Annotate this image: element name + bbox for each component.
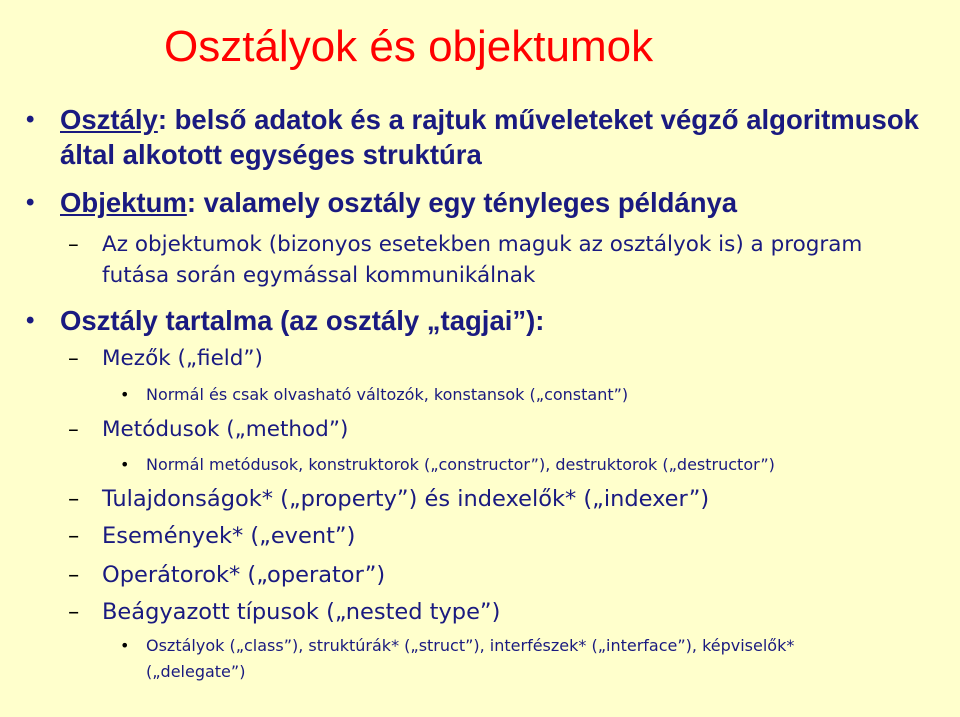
bullet-osztaly [26,102,920,172]
bullet-dot: • [120,636,130,655]
item-operators [68,561,386,589]
nested-text: Beágyazott típusok („nested type”) [102,599,501,625]
bullet-dot: • [120,455,130,474]
term-osztaly: Osztály [60,104,158,135]
bullet-dot: • [26,106,35,133]
nested-detail-line1 [120,634,795,658]
methods-detail [120,453,775,477]
item-fields [68,345,263,373]
item-nested-types [68,598,501,626]
osztaly-tartalma-text: Osztály tartalma (az osztály „tagjai”): [60,305,545,336]
methods-detail-text: Normál metódusok, konstruktorok („constructor”), destruktorok („destructor”) [146,455,775,474]
dash-marker: – [68,599,80,625]
events-text: Események* („event”) [102,523,356,549]
definition-objektum: : valamely osztály egy tényleges példánya [186,187,738,218]
bullet-osztaly-tartalma [26,303,545,338]
definition-osztaly: : belső adatok és a rajtuk műveleteket végző algoritmusok által alkotott egységes struktúra [60,104,919,170]
dash-marker: – [68,562,80,588]
dash-marker: – [68,346,79,371]
fields-detail [120,383,629,407]
dash-marker: – [68,417,79,442]
nested-detail-text1: Osztályok („class”), struktúrák* („struct”), interfészek* („interface”), képviselők* [146,636,795,655]
item-events [68,522,356,550]
slide-title: Osztályok és objektumok [164,22,654,71]
fields-text: Mezők („field”) [102,346,263,371]
dash-marker: – [68,486,80,512]
item-methods [68,416,349,444]
operators-text: Operátorok* („operator”) [102,562,386,588]
nested-detail-line2: („delegate”) [146,662,246,681]
bullet-dot: • [26,189,35,216]
item-properties [68,485,710,513]
objektum-sub-line2: futása során egymással kommunikálnak [102,263,536,288]
methods-text: Metódusok („method”) [102,417,349,442]
objektum-sub-line1 [68,231,863,259]
dash-marker: – [68,523,80,549]
bullet-objektum [26,185,738,220]
term-objektum: Objektum [60,187,187,218]
objektum-sub-text1: Az objektumok (bizonyos esetekben maguk az osztályok is) a program [102,232,863,257]
dash-marker: – [68,232,79,257]
bullet-dot: • [26,307,35,334]
bullet-dot: • [120,385,130,404]
fields-detail-text: Normál és csak olvasható változók, konstansok („constant”) [146,385,629,404]
properties-text: Tulajdonságok* („property”) és indexelők* („indexer”) [102,486,710,512]
